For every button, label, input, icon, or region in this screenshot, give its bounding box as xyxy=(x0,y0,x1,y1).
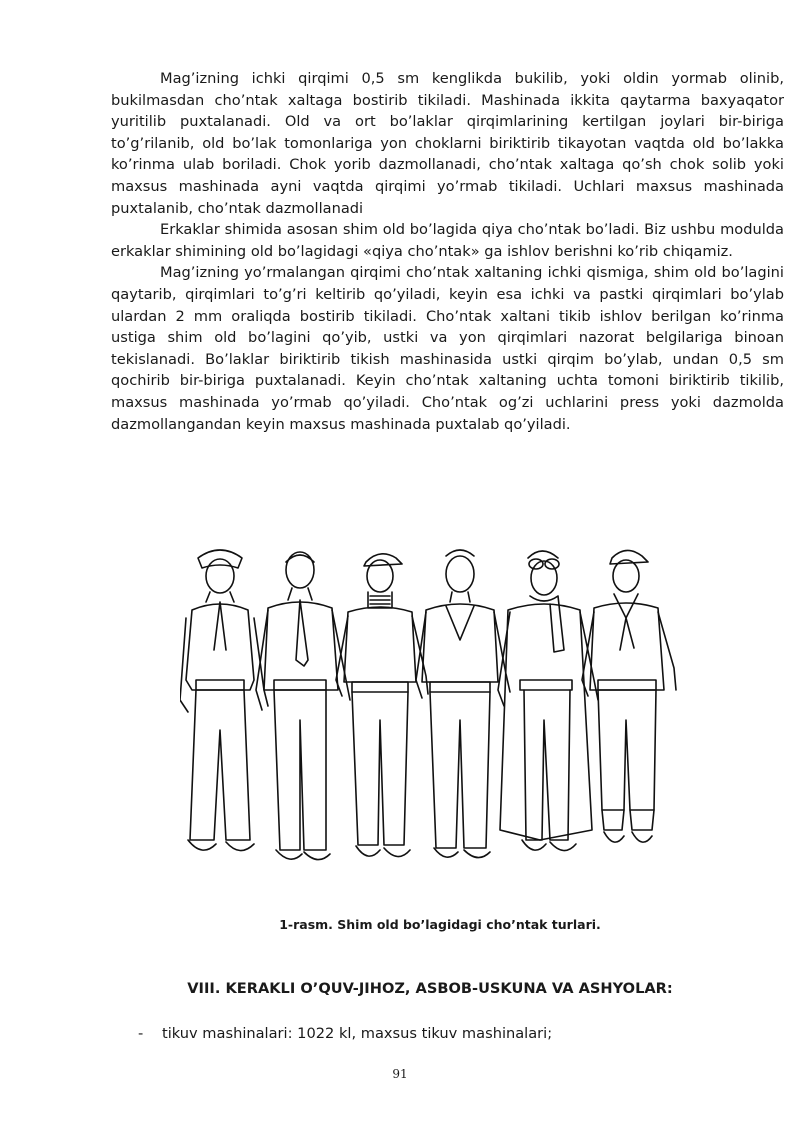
figure-1 xyxy=(180,550,268,851)
paragraph-3: Mag’izning yo’rmalangan qirqimi cho’ntak xaltaning ichki qismiga, shim old bo’lagini qaytarib, qirqimlari to’g’ri keltirib qo’yiladi, keyin esa ichki va pastki qirqimlari bo’ylab ulardan 2 mm oraliqda bostirib tikiladi. Cho’ntak xaltani tikib ishlov berilgan ko’rinma ustiga shim old bo’lagini qo’yib, ustki va yon qirqimlari nazorat belgilariga binoan tekislanadi. Bo’laklar biriktirib tikish mashinasida ustki qirqim bo’ylab, undan 0,5 sm qochirib bir-biriga puxtalanadi. Keyin cho’ntak xaltaning uchta tomoni biriktirib tikilib, maxsus mashinada yo’rmab qo’yiladi. Cho’ntak og’zi uchlarini press yoki dazmolda dazmollangandan keyin maxsus mashinada puxtalab qo’yiladi. xyxy=(111,264,784,433)
body-text xyxy=(111,68,784,435)
figure-5 xyxy=(498,551,598,851)
figure-6 xyxy=(582,550,676,842)
paragraph-2: Erkaklar shimida asosan shim old bo’lagida qiya cho’ntak bo’ladi. Biz ushbu modulda erkaklar shimining old bo’lagidagi «qiya cho’ntak» ga ishlov berishni ko’rib chiqamiz. xyxy=(111,221,784,260)
page-number: 91 xyxy=(392,1067,408,1081)
figure-caption: 1-rasm. Shim old bo’lagidagi cho’ntak turlari. xyxy=(279,917,601,932)
figure-3 xyxy=(336,554,428,857)
figure-4 xyxy=(416,550,510,858)
fashion-illustration xyxy=(180,540,680,880)
list-item xyxy=(138,1025,552,1042)
section-heading: VIII. KERAKLI O’QUV-JIHOZ, ASBOB-USKUNA VA ASHYOLAR: xyxy=(187,980,673,997)
paragraph-1: Mag’izning ichki qirqimi 0,5 sm kenglikda bukilib, yoki oldin yormab olinib, bukilmasdan cho’ntak xaltaga bostirib tikiladi. Mashinada ikkita qaytarma baxyaqator yuritilib puxtalanadi. Old va ort bo’laklar qirqimlarining kertilgan joylari bir-biriga to’g’rilanib, old bo’lak tomonlariga yon choklarni biriktirib tikayotan vaqtda old bo’lakka ko’rinma ulab boriladi. Chok yorib dazmollanadi, cho’ntak xaltaga qo’sh chok solib yoki maxsus mashinada ayni vaqtda qirqimi yo’rmab tikiladi. Uchlari maxsus mashinada puxtalanib, cho’ntak dazmollanadi xyxy=(111,70,784,217)
list-marker: - xyxy=(138,1025,144,1042)
list-item-text: tikuv mashinalari: 1022 kl, maxsus tikuv mashinalari; xyxy=(162,1025,553,1042)
figure-2 xyxy=(256,552,350,860)
